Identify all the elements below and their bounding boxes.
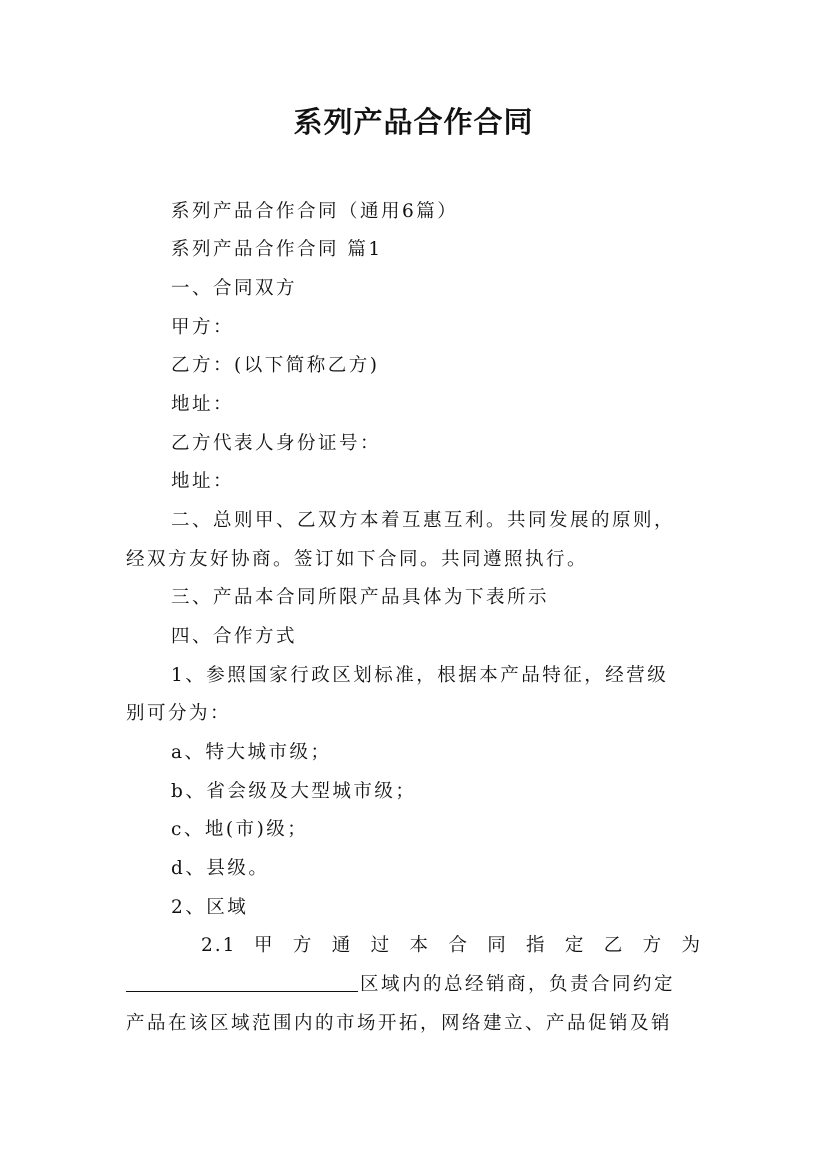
party-a-label: 甲方： — [171, 317, 235, 338]
list-item-d: d、县级。 — [171, 858, 270, 879]
paragraph-levels-line-2: 别可分为： — [126, 703, 232, 724]
clause-2-1-text-2: 区域内的总经销商，负责合同约定 — [360, 974, 676, 995]
paragraph-levels-line-1: 1、参照国家行政区划标准，根据本产品特征，经营级 — [171, 665, 669, 686]
id-number-label: 乙方代表人身份证号： — [171, 433, 382, 454]
blank-underline — [126, 973, 358, 992]
paragraph-clause-2-1-line-3: 产品在该区域范围内的市场开拓，网络建立、产品促销及销 — [126, 1013, 673, 1034]
document-title: 系列产品合作合同 — [293, 105, 534, 139]
paragraph-general-line-1: 二、总则甲、乙双方本着互惠互利。共同发展的原则， — [171, 510, 676, 531]
paragraph-clause-2-1-line-1 — [201, 931, 702, 961]
paragraph-section-heading: 系列产品合作合同 篇1 — [171, 239, 383, 260]
address-label: 地址： — [171, 394, 235, 415]
paragraph-region-heading: 2、区域 — [171, 897, 249, 918]
list-item-c: c、地(市)级； — [171, 819, 309, 840]
paragraph-cooperation-heading: 四、合作方式 — [171, 626, 298, 647]
paragraph-general-line-2: 经双方友好协商。签订如下合同。共同遵照执行。 — [126, 549, 589, 570]
party-b-label: 乙方：(以下简称乙方) — [171, 355, 380, 376]
list-item-b: b、省会级及大型城市级； — [171, 781, 417, 802]
clause-2-1-text: 2.1 甲 方 通 过 本 合 同 指 定 乙 方 为 — [201, 935, 702, 956]
paragraph-subtitle: 系列产品合作合同（通用6篇） — [171, 201, 459, 222]
paragraph-parties-heading: 一、合同双方 — [171, 278, 298, 299]
address-label-2: 地址： — [171, 471, 235, 492]
paragraph-clause-2-1-line-2 — [126, 970, 702, 1000]
list-item-a: a、特大城市级； — [171, 742, 332, 763]
paragraph-products: 三、产品本合同所限产品具体为下表所示 — [171, 587, 550, 608]
